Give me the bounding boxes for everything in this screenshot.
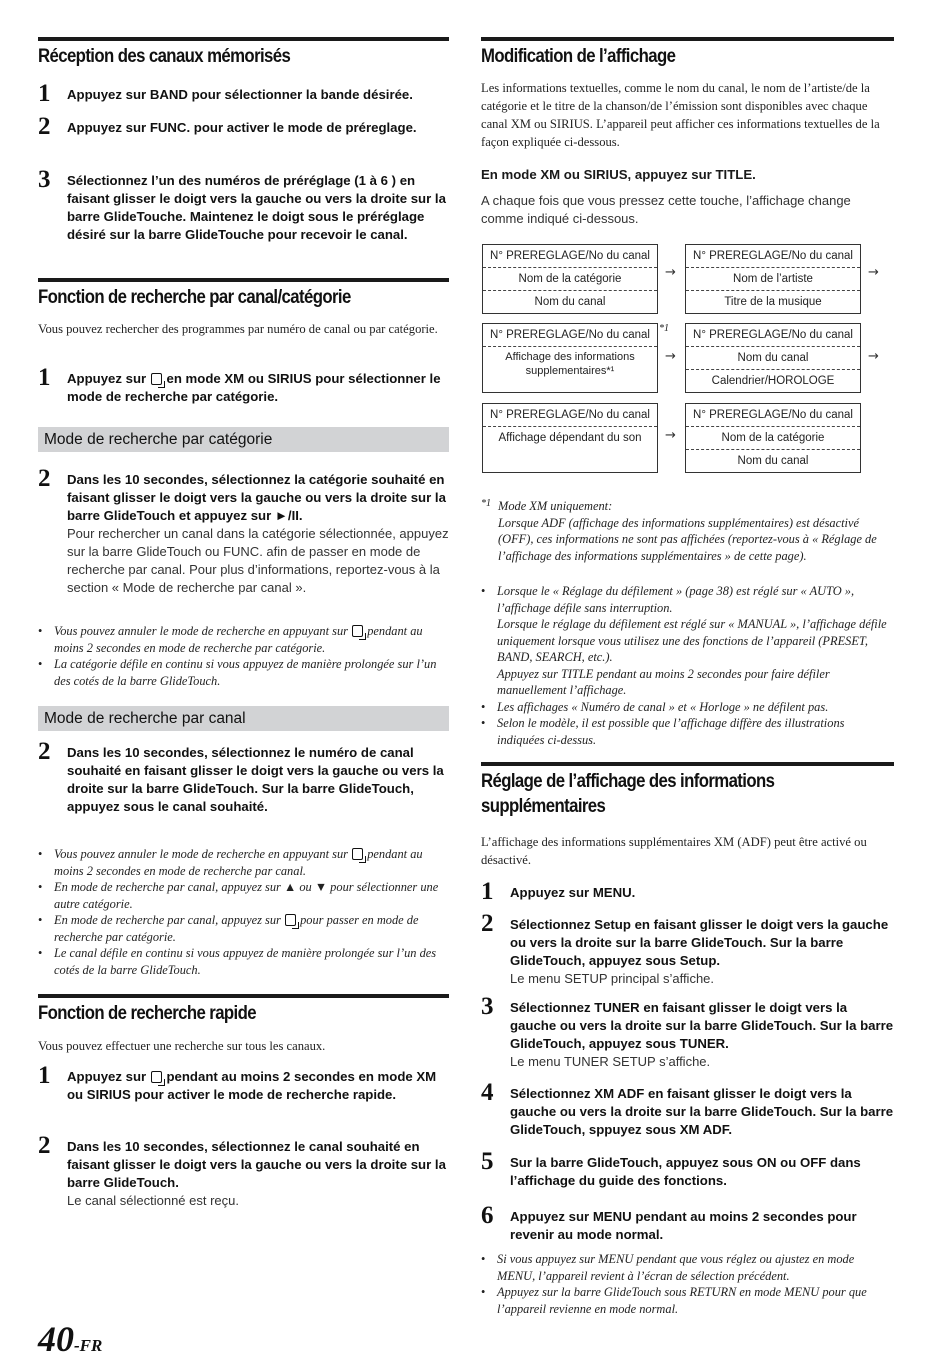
display-line: Nom du canal xyxy=(483,290,657,313)
list-search-icon xyxy=(285,914,296,926)
step-6-return xyxy=(481,1202,894,1244)
note-item: • La catégorie défile en continu si vous appuyez de manière prolongée sur l’un des cotés de la barre GlideTouch. xyxy=(38,656,449,689)
footnote-mark: *1 xyxy=(659,323,669,334)
step-number: 6 xyxy=(481,1202,494,1229)
display-line: N° PREREGLAGE/No du canal xyxy=(490,329,650,341)
note-item: • Selon le modèle, il est possible que l’affichage diffère des illustrations indiquées ci-dessus. xyxy=(481,715,894,748)
display-line: Affichage dépendant du son xyxy=(483,426,657,449)
list-search-icon xyxy=(352,848,363,860)
notes-category xyxy=(38,623,449,689)
step-number: 3 xyxy=(481,993,494,1020)
page-number: 40-FR xyxy=(38,1319,103,1359)
display-line: Nom de la catégorie xyxy=(483,267,657,290)
step-number: 2 xyxy=(38,738,51,765)
display-line: Nom du canal xyxy=(686,449,860,472)
step-1-menu xyxy=(481,878,894,905)
step-2-category xyxy=(38,465,449,597)
note-item: • En mode de recherche par canal, appuyez sur ▲ ou ▼ pour sélectionner une autre catégorie. xyxy=(38,879,449,912)
step-number: 2 xyxy=(38,113,51,140)
note-item: • Le canal défile en continu si vous appuyez de manière prolongée sur l’un des cotés de la barre GlideTouch. xyxy=(38,945,449,978)
display-box-3 xyxy=(482,323,658,393)
display-line: N° PREREGLAGE/No du canal xyxy=(693,329,853,341)
step-text: Dans les 10 secondes, sélectionnez le numéro de canal souhaité en faisant glisser le doigt vers la gauche ou vers la droite sur la barre GlideTouch. Sur la barre GlideTouch, appuyez sous le canal souhaité. xyxy=(67,745,444,814)
display-box-6 xyxy=(685,403,861,473)
subsection-title-category: Mode de recherche par catégorie xyxy=(38,427,449,452)
display-line: Nom de l’artiste xyxy=(686,267,860,290)
note-item: • Appuyez sur la barre GlideTouch sous RETURN en mode MENU pour que l’appareil revienne en mode normal. xyxy=(481,1284,894,1317)
section-title-recherche-rapide: Fonction de recherche rapide xyxy=(38,994,449,1026)
step-text: Appuyez sur FUNC. pour activer le mode de préreglage. xyxy=(67,120,417,135)
step-number: 1 xyxy=(38,1062,51,1089)
display-box-2 xyxy=(685,244,861,314)
step-text: Appuyez sur MENU pendant au moins 2 secondes pour revenir au mode normal. xyxy=(510,1209,857,1242)
step-text: Dans les 10 secondes, sélectionnez la catégorie souhaité en faisant glisser le doigt vers la gauche ou vers la droite sur la barre GlideTouch et appuyez sur ►/II. xyxy=(67,472,446,523)
display-line: Nom du canal xyxy=(686,346,860,369)
step-subtext: Le menu SETUP principal s’affiche. xyxy=(510,971,715,986)
section-title-affichage: Modification de l’affichage xyxy=(481,37,894,69)
note-item: • Si vous appuyez sur MENU pendant que vous réglez ou ajustez en mode MENU, l’appareil revient à l’écran de sélection précédent. xyxy=(481,1251,894,1284)
step-4-xm-adf xyxy=(481,1079,894,1139)
display-line: N° PREREGLAGE/No du canal xyxy=(490,409,650,421)
display-line: N° PREREGLAGE/No du canal xyxy=(490,250,650,262)
note-item: • Vous pouvez annuler le mode de recherche en appuyant sur pendant au moins 2 secondes en mode de recherche par canal. xyxy=(38,846,449,879)
notes-adf xyxy=(481,1251,894,1317)
arrow-right-icon: → xyxy=(665,349,676,364)
step-text: Sélectionnez l’un des numéros de préréglage (1 à 6 ) en faisant glisser le doigt vers la gauche ou vers la droite sur la barre GlideTouche. Maintenez le doigt sous le préréglage désiré sur la barre GlideTouche pour recevoir le canal. xyxy=(67,173,446,242)
step-3-tuner xyxy=(481,993,894,1071)
footnote-block xyxy=(481,498,894,564)
display-line: Titre de la musique xyxy=(686,290,860,313)
arrow-right-icon: → xyxy=(665,265,676,280)
display-box-1 xyxy=(482,244,658,314)
step-text: Appuyez sur BAND pour sélectionner la bande désirée. xyxy=(67,87,413,102)
note-item: • Lorsque le « Réglage du défilement » (page 38) est réglé sur « AUTO », l’affichage défile sans interruption. xyxy=(481,583,894,616)
step-2-func xyxy=(38,113,449,140)
note-item: • Les affichages « Numéro de canal » et « Horloge » ne défilent pas. xyxy=(481,699,894,716)
section-intro: L’affichage des informations supplémentaires XM (ADF) peut être activé ou désactivé. xyxy=(481,835,867,867)
step-3-preset xyxy=(38,166,449,244)
step-number: 2 xyxy=(38,1132,51,1159)
step-subtext: Pour rechercher un canal dans la catégorie sélectionnée, appuyez sur la barre GlideTouch ou FUNC. afin de passer en mode de recherche par canal. Pour plus d’informations, reportez-vous à la section « Mode de recherche par canal ». xyxy=(67,526,449,595)
note-item: Lorsque le réglage du défilement est réglé sur « MANUAL », l’affichage défile uniquement lorsque vous utilisez une des fonctions de l’appareil (PRESET, BAND, SEARCH, etc.). xyxy=(497,617,887,664)
arrow-right-icon: → xyxy=(868,265,879,280)
display-line: N° PREREGLAGE/No du canal xyxy=(693,250,853,262)
section-title-adf: Réglage de l’affichage des informations supplémentaires xyxy=(481,762,894,819)
step-text: Dans les 10 secondes, sélectionnez le canal souhaité en faisant glisser le doigt vers la gauche ou vers la droite sur la barre GlideTouch. xyxy=(67,1139,446,1190)
note-item: Appuyez sur TITLE pendant au moins 2 secondes pour faire défiler manuellement l’affichage. xyxy=(497,666,830,697)
step-number: 1 xyxy=(481,878,494,905)
step-text: Appuyez sur pendant au moins 2 secondes en mode XM ou SIRIUS pour activer le mode de recherche rapide. xyxy=(67,1069,437,1102)
step-number: 1 xyxy=(38,80,51,107)
step-number: 4 xyxy=(481,1079,494,1106)
section-intro: Vous pouvez effectuer une recherche sur tous les canaux. xyxy=(38,1039,326,1053)
step-text: Sur la barre GlideTouch, appuyez sous ON ou OFF dans l’affichage du guide des fonctions. xyxy=(510,1155,861,1188)
notes-display xyxy=(481,583,894,748)
display-box-4 xyxy=(685,323,861,393)
list-search-icon xyxy=(352,625,363,637)
step-subtext: Le canal sélectionné est reçu. xyxy=(67,1193,239,1208)
notes-channel xyxy=(38,846,449,978)
display-box-5 xyxy=(482,403,658,473)
step-number: 5 xyxy=(481,1148,494,1175)
section-intro: Vous pouvez rechercher des programmes par numéro de canal ou par catégorie. xyxy=(38,322,438,336)
step-text: Appuyez sur MENU. xyxy=(510,885,636,900)
step-subtext: Le menu TUNER SETUP s’affiche. xyxy=(510,1054,711,1069)
display-line: Calendrier/HOROLOGE xyxy=(686,369,860,392)
step-number: 3 xyxy=(38,166,51,193)
note-item: • En mode de recherche par canal, appuyez sur pour passer en mode de recherche par catégorie. xyxy=(38,912,449,945)
note-item: • Vous pouvez annuler le mode de recherche en appuyant sur pendant au moins 2 secondes en mode de recherche par catégorie. xyxy=(38,623,449,656)
display-line: Nom de la catégorie xyxy=(686,426,860,449)
step-number: 2 xyxy=(38,465,51,492)
step-number: 2 xyxy=(481,910,494,937)
step-2-quick-search xyxy=(38,1132,449,1210)
step-2-channel xyxy=(38,738,449,816)
arrow-right-icon: → xyxy=(868,349,879,364)
title-key-label: TITLE xyxy=(715,167,753,182)
section-intro: Les informations textuelles, comme le nom du canal, le nom de l’artiste/de la catégorie et le titre de la chanson/de l’émission sont disponibles avec chaque canal XM ou SIRIUS. L’appareil peut afficher ces informations textuelles de la façon expliquée ci-dessous. xyxy=(481,81,880,149)
step-1-quick-search xyxy=(38,1062,449,1104)
list-search-icon xyxy=(151,1071,162,1083)
arrow-right-icon: → xyxy=(665,428,676,443)
mode-subtext: A chaque fois que vous pressez cette touche, l’affichage change comme indiqué ci-dessous. xyxy=(481,193,851,226)
step-text: Sélectionnez TUNER en faisant glisser le doigt vers la gauche ou vers la droite sur la barre GlideTouch. Sur la barre GlideTouch, appuyez sous TUNER. xyxy=(510,1000,894,1051)
step-text: Sélectionnez Setup en faisant glisser le doigt vers la gauche ou vers la droite sur la barre GlideTouch. Sur la barre GlideTouch, appuyez sous Setup. xyxy=(510,917,889,968)
mode-instruction: En mode XM ou SIRIUS, appuyez sur TITLE. xyxy=(481,167,756,182)
footnote-title: Mode XM uniquement: xyxy=(498,499,613,513)
footnote-mark: *1 xyxy=(481,498,491,509)
section-title-reception: Réception des canaux mémorisés xyxy=(38,37,449,69)
subsection-title-channel: Mode de recherche par canal xyxy=(38,706,449,731)
step-1-band xyxy=(38,80,449,107)
display-line: Affichage des informations supplementaires*¹ xyxy=(483,346,657,381)
step-1-category-search xyxy=(38,364,449,406)
step-text: Sélectionnez XM ADF en faisant glisser le doigt vers la gauche ou vers la droite sur la barre GlideTouch. Sur la barre GlideTouch, sppuyez sous XM ADF. xyxy=(510,1086,894,1137)
step-2-setup xyxy=(481,910,894,988)
section-title-recherche-canal: Fonction de recherche par canal/catégorie xyxy=(38,278,449,310)
step-number: 1 xyxy=(38,364,51,391)
step-5-on-off xyxy=(481,1148,894,1190)
display-line: N° PREREGLAGE/No du canal xyxy=(693,409,853,421)
footnote-text: Lorsque ADF (affichage des informations supplémentaires) est désactivé (OFF), ces informations ne sont pas affichées (reportez-vous à « Réglage de l’affichage des informations supplémentaires » de cette page). xyxy=(498,515,877,563)
step-text: Appuyez sur en mode XM ou SIRIUS pour sélectionner le mode de recherche par catégorie. xyxy=(67,371,441,404)
list-search-icon xyxy=(151,373,162,385)
